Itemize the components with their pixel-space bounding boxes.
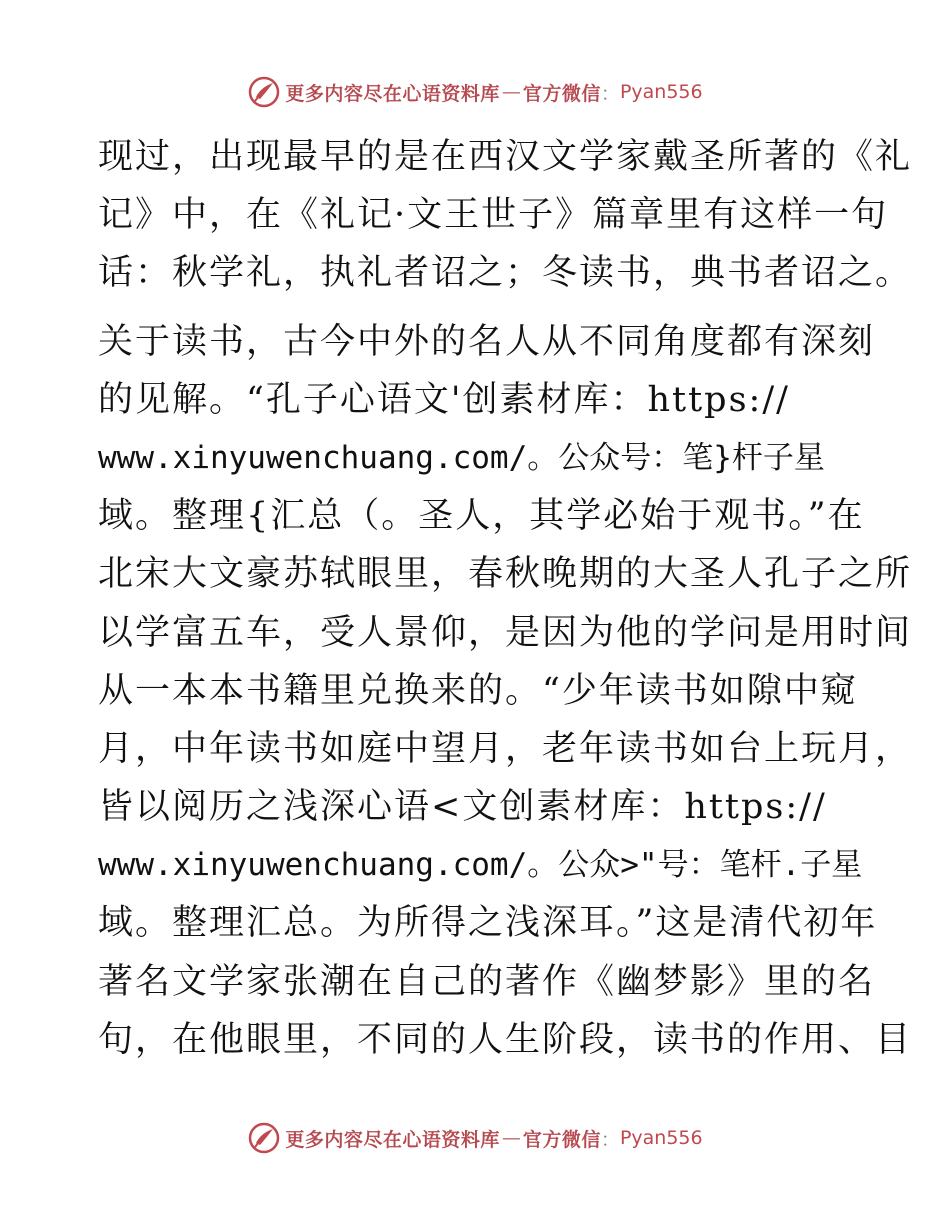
banner-dash: — bbox=[501, 1127, 521, 1149]
text-line: 域。整理汇总。为所得之浅深耳。”这是清代初年 bbox=[98, 903, 878, 944]
footer-watermark-banner bbox=[0, 1116, 950, 1160]
banner-dash: — bbox=[501, 81, 521, 103]
banner-wechat-id: Pyan556 bbox=[619, 81, 703, 103]
text-line: 域。整理{汇总（。圣人，其学必始于观书。”在 bbox=[98, 496, 865, 537]
header-watermark-banner bbox=[0, 70, 950, 114]
text-line: 以学富五车，受人景仰，是因为他的学问是用时间 bbox=[98, 612, 913, 653]
text-line: 著名文学家张潮在自己的著作《幽梦影》里的名 bbox=[98, 961, 876, 1002]
text-line: 北宋大文豪苏轼眼里，春秋晚期的大圣人孔子之所 bbox=[98, 554, 913, 595]
banner-text: 更多内容尽在心语资料库 bbox=[285, 1128, 500, 1151]
text-line: www.xinyuwenchuang.com/。公众>"号：笔杆.子星 bbox=[98, 847, 863, 884]
text-line: 句，在他眼里，不同的人生阶段，读书的作用、目 bbox=[98, 1019, 913, 1060]
brush-logo-icon bbox=[247, 75, 281, 109]
brush-logo-icon bbox=[247, 1121, 281, 1155]
banner-colon: ： bbox=[600, 1128, 620, 1151]
text-line: 的见解。“孔子心语文'创素材库：https:// bbox=[98, 379, 790, 420]
banner-label: 官方微信 bbox=[522, 1128, 601, 1151]
text-line: 月，中年读书如庭中望月，老年读书如台上玩月， bbox=[98, 728, 913, 769]
text-line: 现过，出现最早的是在西汉文学家戴圣所著的《礼 bbox=[98, 137, 913, 177]
banner-colon: ： bbox=[600, 82, 620, 105]
text-line: 皆以阅历之浅深心语<文创素材库：https:// bbox=[98, 787, 827, 828]
document-body bbox=[98, 128, 913, 1069]
text-line: 话：秋学礼，执礼者诏之；冬读书，典书者诏之。 bbox=[98, 253, 913, 294]
banner-text: 更多内容尽在心语资料库 bbox=[285, 82, 500, 105]
text-line: 关于读书，古今中外的名人从不同角度都有深刻 bbox=[98, 321, 876, 362]
banner-label: 官方微信 bbox=[522, 82, 601, 105]
banner-wechat-id: Pyan556 bbox=[619, 1127, 703, 1149]
text-line: 记》中，在《礼记·文王世子》篇章里有这样一句 bbox=[98, 195, 889, 236]
text-line: 从一本本书籍里兑换来的。“少年读书如隙中窥 bbox=[98, 670, 858, 711]
text-line: www.xinyuwenchuang.com/。公众号：笔}杆子星 bbox=[98, 439, 825, 476]
